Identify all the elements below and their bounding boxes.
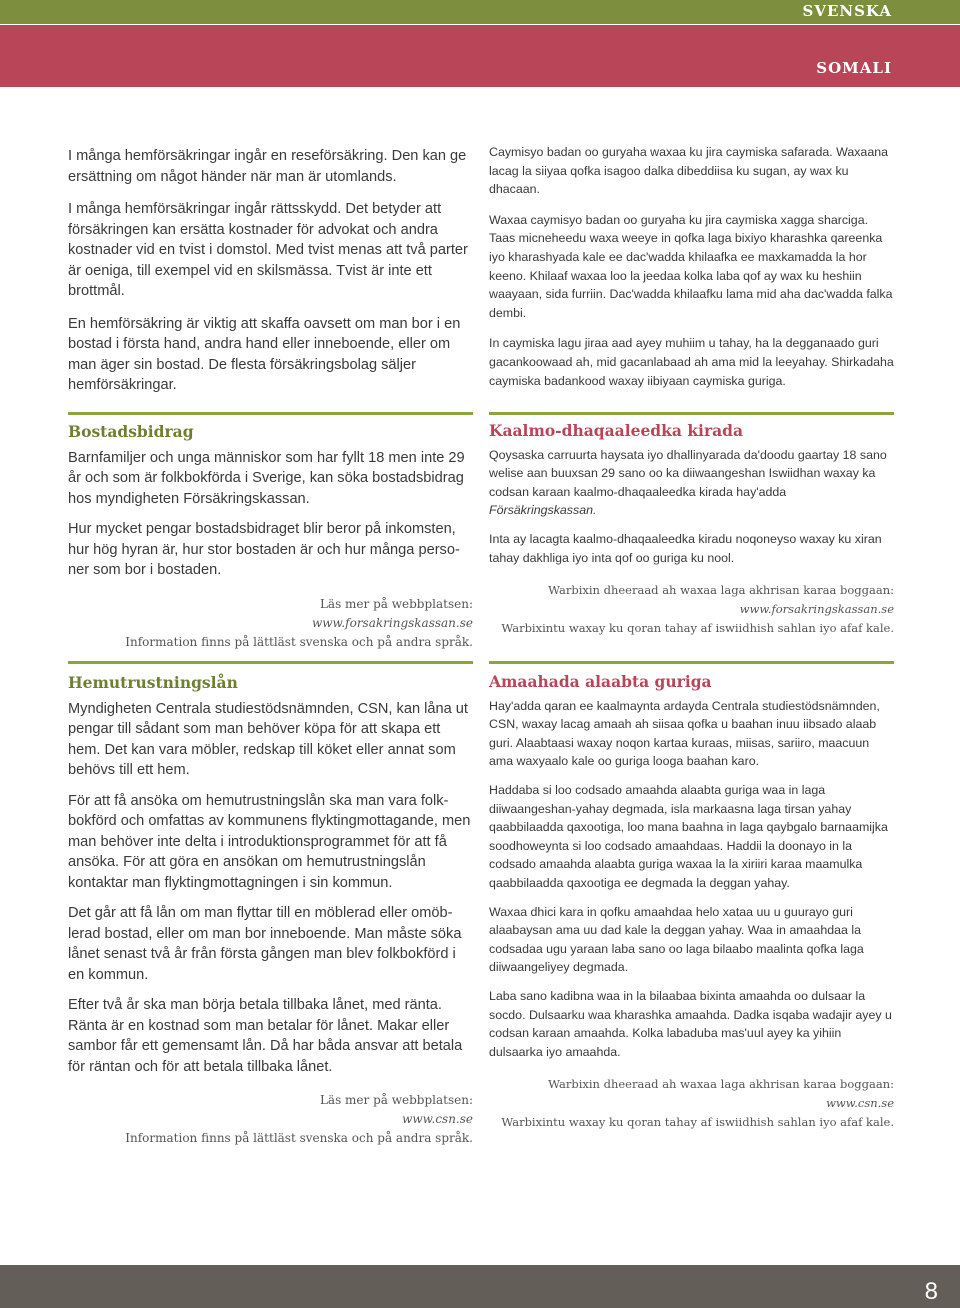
reference-label: Läs mer på webbplatsen: (319, 1093, 473, 1107)
website-link[interactable]: www.csn.se (402, 1112, 473, 1126)
footer-band (0, 1265, 960, 1308)
paragraph: Hay'adda qaran ee kaalmaynta ardayda Centrala studiestödsnämnden, CSN, waxay lacag amaah ah siisaa qofka u baahan inuu iibsado alaab guri. Alaabtaasi waxay noqon kartaa kuraas, miisas, sariiro, maacuun ama waxyaalo kale oo guriga looga baahan karo. (489, 698, 880, 769)
section-heading: Hemutrustningslån (68, 673, 238, 692)
section-bostadsbidrag (68, 422, 473, 652)
section-heading: Amaahada alaabta guriga (489, 672, 712, 691)
reference-label: Läs mer på webbplatsen: (319, 596, 473, 611)
language-label-swedish: SVENSKA (802, 2, 892, 20)
page-number: 8 (924, 1278, 938, 1305)
section-heading: Bostadsbidrag (68, 422, 194, 441)
language-label-somali: SOMALI (816, 59, 892, 77)
paragraph: Haddaba si loo codsado amaahda alaabta guriga waa in laga diiwaangeshan-yahay degmada, isla markaasna laga tirsan yahay qaabbilaadda qaxootiga, loo mana baahna in laga qaybgalo barnaamijka soodhoweynta si loo codsado amaahdaas. Haddii la doonayo in la codsado amaahda alaabta guriga waxaa la la xiriiri karaa maamulka qaabbilaadda qaxootiga ee degmada la deggan yahay. (489, 782, 888, 890)
paragraph: Myndigheten Centrala studiestödsnämnden, CSN, kan låna ut pengar till sådant som man behöver köpa för att skapa ett hem. Det kan vara möbler, redskap till köket eller annat som behövs till ett hem. (68, 700, 468, 778)
reference-block (489, 1075, 894, 1132)
paragraph: Inta ay lacagta kaalmo-dhaqaaleedka kiradu noqoneyso waxay ku xiran tahay dakhliga iyo inta qof oo guriga ku nool. (489, 531, 882, 565)
website-link[interactable]: www.forsakringskassan.se (739, 602, 894, 617)
reference-note: Warbixintu waxay ku qoran tahay af iswiidhish sahlan iyo afaf kale. (501, 621, 894, 636)
swedish-intro (68, 146, 473, 396)
header-band (0, 25, 960, 87)
somali-intro (489, 143, 894, 390)
paragraph (489, 446, 894, 520)
paragraph: Caymisyo badan oo guryaha waxaa ku jira caymiska safarada. Waxaana lacag la siiyaa qofka isagoo dalka dibeddiisa ku sugan, ay wax ku dhacaan. (489, 145, 888, 197)
reference-note: Information finns på lättläst svenska och på andra språk. (125, 1131, 473, 1145)
paragraph: Waxaa caymisyo badan oo guryaha ku jira caymiska xagga sharciga. Taas micneheedu waxa weeye in qofka laga bixiyo kharashka qareenka iyo kharashyada kale ee dac'wadda khilaafka ee maxkamadda la hor keeno. Khilaaf waxaa loo la jeedaa kolka laba qof ay wax ku heshiin waayaan, sida furriin. Dac'wadda khilaafku lama mid aha dac'wadda falka dembi. (489, 212, 893, 320)
paragraph: I många hemförsäkringar ingår en reseförsäkring. Den kan ge ersättning om något händer när man är utomlands. (68, 148, 467, 185)
paragraph: Hur mycket pengar bostadsbidraget blir beror på inkomsten, hur hög hyran är, hur stor bostaden är och hur många personer som bor i bostaden. (68, 521, 460, 578)
section-divider (68, 661, 473, 664)
section-hemutrustningslan (68, 673, 473, 1148)
paragraph: Barnfamiljer och unga människor som har fyllt 18 men inte 29 år och som är folkbokförda i Sverige, kan söka bostadsbidrag hos myndigheten Försäkringskassan. (68, 449, 465, 507)
paragraph: In caymiska lagu jiraa aad ayey muhiim u tahay, ha la degganaado guri gacankoowaad ah, mid gacanlabaad ah ama mid la leeyahay. Shirkadaha caymiska badankood waxay iibiyaan caymiska guriga. (489, 336, 894, 388)
website-link[interactable]: www.forsakringskassan.se (311, 615, 473, 630)
reference-label: Warbixin dheeraad ah waxaa laga akhrisan karaa boggaan: (548, 1077, 894, 1092)
section-amaahada-alaabta (489, 673, 894, 1132)
reference-block (68, 595, 473, 652)
section-kaalmo-dhaqaaleedka (489, 422, 894, 638)
top-language-strip (0, 0, 960, 24)
reference-note: Warbixintu waxay ku qoran tahay af iswiidhish sahlan iyo afaf kale. (501, 1115, 894, 1130)
paragraph: Waxaa dhici kara in qofku amaahdaa helo xataa uu u guurayo guri alaabaysan ama uu dad kale la deggan yahay. Waa in amaahdaa la codsadaa ugu yaraan laba sano oo laga bilaabo maalinta qofka laga diiwaangeliyey degmada. (489, 904, 864, 975)
paragraph-text: Qoysaska carruurta haysata iyo dhallinyarada da'doodu gaartay 18 sano welise aan buuxsan 29 sano oo ka diiwaangeshan Iswiidhan waxay ka codsan karaan kaalmo-dhaqaaleedka kirada hay'adda (489, 447, 887, 499)
paragraph: Efter två år ska man börja betala tillbaka lånet, med ränta. Ränta är en kostnad som man betalar för lånet. Makar eller sambor får ett gemensamt lån. Då har båda ansvar att betala för räntan och för att betala tillbaka lånet. (68, 997, 463, 1075)
paragraph: I många hemförsäkringar ingår rättsskydd. Det betyder att försäkringen kan ersätta kostnader för advokat och andra kostnader vid en tvist i domstol. Med tvist menas att två parter är oeniga, till exempel vid en skilsmässa. Tvist är inte ett brottmål. (68, 201, 468, 299)
paragraph: En hemförsäkring är viktig att skaffa oavsett om man bor i en bostad i första hand, andra hand eller inneboende, eller om man äger sin bostad. De flesta försäkringsbolag säljer hemförsäkringar. (68, 315, 461, 393)
section-divider (68, 412, 473, 415)
reference-label: Warbixin dheeraad ah waxaa laga akhrisan karaa boggaan: (548, 583, 894, 598)
paragraph: För att få ansöka om hemutrustningslån ska man vara folkbokförd och omfattas av kommunens flyktingmottagande, men man behöver inte delta i introduktionsprogrammet för att få ansöka. För att göra en ansökan om hemutrustningslån kontaktar man flyktingmottagningen i sin kommun. (68, 792, 471, 891)
website-link[interactable]: www.csn.se (826, 1096, 894, 1111)
reference-note: Information finns på lättläst svenska och på andra språk. (125, 634, 473, 649)
reference-block (489, 581, 894, 638)
reference-block (68, 1091, 473, 1148)
section-heading: Kaalmo-dhaqaaleedka kirada (489, 421, 744, 440)
section-divider (489, 412, 894, 415)
agency-name: Försäkringskassan. (489, 503, 597, 518)
paragraph: Laba sano kadibna waa in la bilaabaa bixinta amaahda oo dulsaar la socdo. Dulsaarku waa kharashka amaahda. Dadka isqaba wadajir ayey u codsan karaan amaahda. Kolka labaduba mas'uul ayey ka yihiin dulsaarka iyo amaahda. (489, 988, 892, 1059)
paragraph: Det går att få lån om man flyttar till en möblerad eller omöblerad bostad, eller om man bor inneboende. Man måste söka lånet senast två år från första gången man blev folkbokförd i en kommun. (68, 905, 462, 983)
section-divider (489, 661, 894, 664)
